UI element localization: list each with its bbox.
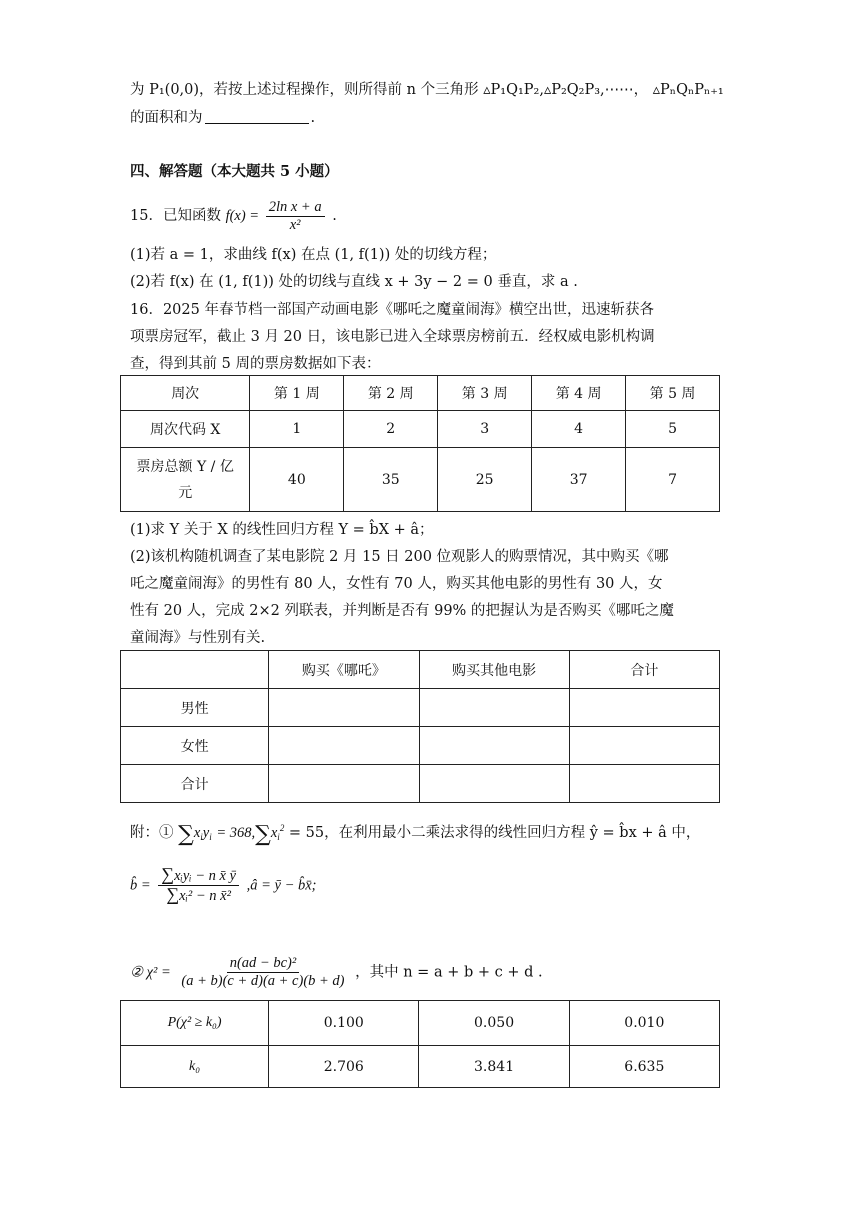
table-cell-empty (419, 727, 569, 765)
table-row (121, 651, 720, 689)
contingency-table (120, 650, 720, 803)
table-row (121, 376, 720, 411)
q16-part2-line4: 童闹海》与性别有关. (130, 630, 266, 646)
table-cell-line: 票房总额 Y / 亿 (136, 458, 234, 475)
table-cell: k₀ (121, 1046, 269, 1088)
q15-part2: (2)若 f(x) 在 (1, f(1)) 处的切线与直线 x + 3y − 2 = 0 垂直，求 a . (130, 274, 578, 290)
sigma-symbol: ∑ (255, 822, 271, 847)
table-cell: 男性 (121, 689, 269, 727)
table-row (121, 1046, 720, 1088)
q16-part2-line1: (2)该机构随机调查了某电影院 2 月 15 日 200 位观影人的购票情况，其中购买《哪 (130, 549, 669, 565)
box-office-table (120, 375, 720, 512)
section-title: 四、解答题（本大题共 5 小题） (130, 163, 339, 180)
chi-square-formula (130, 955, 543, 990)
q15-fraction-num: 2ln x + a (266, 199, 325, 217)
q16-line3: 查，得到其前 5 周的票房数据如下表： (130, 356, 381, 372)
critical-value-table (120, 1000, 720, 1088)
table-cell: 2 (344, 411, 438, 448)
q14-line2-text: 的面积和为 (130, 110, 203, 126)
table-cell (121, 651, 269, 689)
table-cell: 购买《哪吒》 (269, 651, 419, 689)
b-hat-label: b̂ = (130, 877, 151, 894)
chi-den: (a + b)(c + d)(a + c)(b + d) (181, 973, 345, 989)
table-cell: 0.050 (419, 1001, 569, 1046)
table-cell: 周次 (121, 376, 250, 411)
q15-end: . (332, 208, 337, 224)
table-cell-empty (569, 727, 719, 765)
chi-num: n(ad − bc)² (227, 955, 299, 973)
appendix-eq2: = 55，在利用最小二乘法求得的线性回归方程 ŷ = b̂x + â 中， (288, 825, 701, 841)
table-cell: 购买其他电影 (419, 651, 569, 689)
q16-part2-line2: 吒之魔童闹海》的男性有 80 人，女性有 70 人，购买其他电影的男性有 30 人，女 (130, 576, 663, 592)
table-cell: 第 5 周 (626, 376, 720, 411)
q15-intro (130, 196, 337, 236)
table-cell: 第 1 周 (250, 376, 344, 411)
appendix-label: 附：① (130, 825, 174, 841)
table-cell-empty (269, 765, 419, 803)
chi-fraction (178, 955, 347, 990)
table-cell: 5 (626, 411, 720, 448)
table-cell: 6.635 (569, 1046, 719, 1088)
table-row (121, 411, 720, 448)
table-cell-empty (419, 689, 569, 727)
q16-line2: 项票房冠军，截止 3 月 20 日，该电影已进入全球票房榜前五．经权威电影机构调 (130, 329, 655, 345)
b-hat-formula (130, 866, 317, 905)
a-hat-formula: ,â = ȳ − b̂x̄; (246, 877, 317, 894)
q16-line1: 16．2025 年春节档一部国产动画电影《哪吒之魔童闹海》横空出世，迅速斩获各 (130, 302, 654, 318)
table-cell: 周次代码 X (121, 411, 250, 448)
table-cell: 合计 (569, 651, 719, 689)
chi-tail: ，其中 n = a + b + c + d . (355, 964, 543, 981)
q15-fraction-den: x² (289, 216, 301, 233)
table-cell: 1 (250, 411, 344, 448)
q15-part1: (1)若 a = 1，求曲线 f(x) 在点 (1, f(1)) 处的切线方程； (130, 247, 497, 263)
table-cell-empty (269, 689, 419, 727)
table-cell: 3.841 (419, 1046, 569, 1088)
b-hat-fraction (158, 866, 239, 905)
table-cell-line: 元 (178, 484, 193, 501)
sigma-symbol: ∑ (178, 822, 194, 847)
q15-fraction (266, 199, 325, 234)
q15-intro-text: 15．已知函数 (130, 208, 221, 224)
table-cell: 25 (438, 448, 532, 512)
q14-line2 (130, 108, 315, 128)
table-cell: 4 (532, 411, 626, 448)
table-cell-empty (419, 765, 569, 803)
table-cell: 第 2 周 (344, 376, 438, 411)
table-cell-empty (569, 689, 719, 727)
appendix-term: $x_i^2$ (270, 823, 285, 842)
table-cell: 35 (344, 448, 438, 512)
table-cell: 合计 (121, 765, 269, 803)
q15-func: f(x) = (225, 208, 263, 224)
table-cell: 2.706 (269, 1046, 419, 1088)
table-cell: 0.010 (569, 1001, 719, 1046)
table-cell: 40 (250, 448, 344, 512)
table-cell: 3 (438, 411, 532, 448)
appendix-line1 (130, 818, 700, 847)
table-row (121, 448, 720, 512)
table-cell: 0.100 (269, 1001, 419, 1046)
answer-blank (205, 109, 309, 124)
table-cell: 7 (626, 448, 720, 512)
table-cell-empty (269, 727, 419, 765)
q14-line2-end: . (310, 110, 316, 126)
table-row (121, 727, 720, 765)
table-cell: 第 3 周 (438, 376, 532, 411)
table-cell: 第 4 周 (532, 376, 626, 411)
appendix-term: $x_iy_i$ (193, 825, 212, 842)
appendix-eq1: = 368, (216, 825, 256, 841)
b-hat-num: ∑xᵢyᵢ − n x̄ ȳ (158, 866, 239, 886)
chi-label: ② χ² = (130, 964, 171, 981)
q16-part2-line3: 性有 20 人，完成 2×2 列联表，并判断是否有 99% 的把握认为是否购买《哪吒之魔 (130, 603, 674, 619)
table-cell: P(χ² ≥ k₀) (121, 1001, 269, 1046)
table-cell-header (121, 448, 250, 512)
b-hat-den: ∑xᵢ² − n x̄² (166, 884, 231, 904)
table-row (121, 689, 720, 727)
table-cell: 37 (532, 448, 626, 512)
table-cell: 女性 (121, 727, 269, 765)
table-cell-empty (569, 765, 719, 803)
table-row (121, 1001, 720, 1046)
table-row (121, 765, 720, 803)
q14-line1: 为 P₁(0,0)，若按上述过程操作，则所得前 n 个三角形 ▵P₁Q₁P₂,▵P₂Q₂P₃,⋯⋯， ▵PₙQₙPₙ₊₁ (130, 82, 724, 98)
q16-part1: (1)求 Y 关于 X 的线性回归方程 Y = b̂X + â； (130, 522, 434, 538)
